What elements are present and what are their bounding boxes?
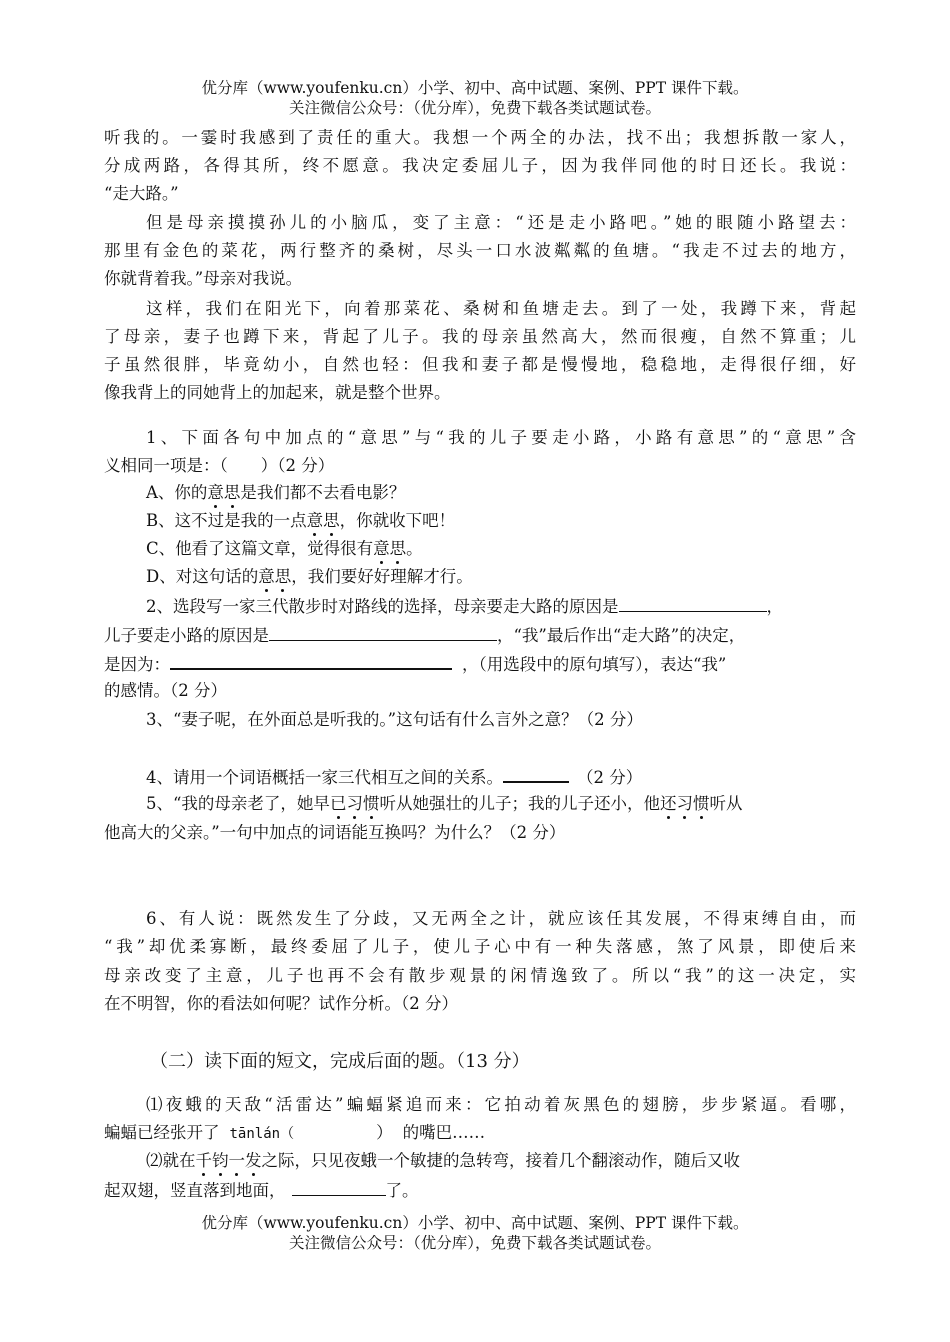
question-text: 是因为：: [104, 655, 170, 674]
question-5-line2: 他高大的父亲。”一句中加点的词语能互换吗？为什么？（2 分）: [104, 823, 566, 842]
question-2-line3: [104, 652, 856, 676]
passage-line: “走大路。”: [104, 184, 179, 203]
dotted-char: 意: [306, 511, 324, 530]
question-1-option-c: [146, 538, 898, 560]
dotted-char: 千: [195, 1151, 212, 1170]
dotted-char: 思: [323, 511, 340, 530]
dotted-char: 意: [373, 539, 390, 558]
page-footer-line1: 优分库（www.youfenku.cn）小学、初中、高中试题、案例、PPT 课件下载。: [201, 1214, 749, 1232]
dotted-char: 发: [245, 1151, 262, 1170]
dotted-char: 习: [676, 794, 693, 813]
passage-line: 你就背着我。”母亲对我说。: [104, 269, 303, 288]
dotted-char: 已: [329, 794, 347, 813]
passage-text: 蝙蝠已经张开了: [104, 1123, 220, 1142]
question-text: 听从她强壮的儿子；我的儿子还小，他: [379, 794, 660, 813]
option-text: A、你的: [146, 483, 208, 502]
dotted-char: 意: [258, 567, 275, 586]
page-header-line1: 优分库（www.youfenku.cn）小学、初中、高中试题、案例、PPT 课件下载。: [201, 79, 749, 97]
question-1-stem-cont: 义相同一项是：（ ）（2 分）: [104, 456, 335, 475]
question-3: 3、“妻子呢，在外面总是听我的。”这句话有什么言外之意？（2 分）: [146, 710, 643, 729]
question-6-line: 在不明智，你的看法如何呢？试作分析。（2 分）: [104, 994, 458, 1013]
answer-blank[interactable]: [503, 765, 569, 783]
dotted-char: 思: [389, 539, 407, 558]
question-text: ，“我”最后作出“走大路”的决定，: [497, 626, 746, 645]
page-footer-line2: 关注微信公众号：（优分库），免费下载各类试题试卷。: [288, 1234, 661, 1252]
question-1-option-b: [146, 510, 898, 532]
dotted-char: 思: [223, 483, 241, 502]
question-4: [146, 765, 856, 789]
question-5-line1: [146, 793, 856, 815]
dotted-char: 惯: [692, 794, 710, 813]
passage-text: 的嘴巴……: [402, 1123, 486, 1142]
question-text: ，: [766, 597, 783, 616]
page-header-line2: 关注微信公众号：（优分库），免费下载各类试题试卷。: [288, 99, 661, 117]
question-1-option-d: [146, 566, 898, 588]
dotted-char: 习: [346, 794, 363, 813]
option-text: 是我们都不去看电影？: [240, 483, 406, 502]
passage-text: 起双翅，竖直落到地面，: [104, 1181, 286, 1200]
passage-line: 听我的。一霎时我感到了责任的重大。我想一个两全的办法，找不出；我想拆散一家人，: [104, 128, 856, 147]
question-2-line4: 的感情。（2 分）: [104, 681, 227, 700]
passage-line: 这样，我们在阳光下，向着那菜花、桑树和鱼塘走去。到了一处，我蹲下来，背起: [146, 299, 856, 318]
dotted-char: 思: [274, 567, 292, 586]
option-text: 。: [406, 539, 423, 558]
question-6-line: 6、有人说：既然发生了分歧，又无两全之计，就应该任其发展，不得束缚自由，而: [146, 909, 856, 928]
passage-line: 了母亲，妻子也蹲下来，背起了儿子。我的母亲虽然高大，然而很瘦，自然不算重；儿: [104, 327, 856, 346]
question-text: 听从: [709, 794, 743, 813]
option-text: ，我们要好好理解才行。: [291, 567, 473, 586]
question-1-stem: 1、下面各句中加点的“意思”与“我的儿子要走小路，小路有意思”的“意思”含: [146, 428, 856, 447]
section-2-sentence-1-cont: [104, 1122, 856, 1145]
dotted-char: 还: [659, 794, 677, 813]
dotted-char: 意: [207, 483, 224, 502]
question-6-line: “我”却优柔寡断，最终委屈了儿子，使儿子心中有一种失落感，煞了风景，即使后来: [104, 937, 856, 956]
passage-text: 了。: [385, 1181, 419, 1200]
question-text: ，（用选段中的原句填写），表达“我”: [462, 655, 727, 674]
passage-line: 那里有金色的菜花，两行整齐的桑树，尽头一口水波粼粼的鱼塘。“我走不过去的地方，: [104, 241, 856, 260]
passage-text: 之际，只见夜蛾一个敏捷的急转弯，接着几个翻滚动作，随后又收: [261, 1151, 740, 1170]
answer-blank[interactable]: [292, 1179, 386, 1196]
question-text: 5、“我的母亲老了，她早: [146, 794, 330, 813]
answer-blank[interactable]: [170, 652, 452, 670]
question-2-line1: [146, 595, 856, 618]
pinyin-prompt: tānlán（: [229, 1126, 295, 1142]
option-text: B、这不过是我的一点: [146, 511, 307, 530]
answer-blank[interactable]: [269, 624, 497, 641]
question-6-line: 母亲改变了主意，儿子也再不会有散步观景的闲情逸致了。所以“我”的这一决定，实: [104, 966, 856, 985]
question-text: （2 分）: [577, 768, 643, 787]
passage-line: 像我背上的同她背上的加起来，就是整个世界。: [104, 383, 451, 402]
dotted-char: 一: [228, 1151, 245, 1170]
question-1-option-a: [146, 482, 898, 504]
question-text: 4、请用一个词语概括一家三代相互之间的关系。: [146, 768, 503, 787]
section-2-sentence-2: [146, 1150, 856, 1172]
dotted-char: 钧: [212, 1151, 229, 1170]
section-2-sentence-1: ⑴夜蛾的天敌“活雷达”蝙蝠紧追而来：它拍动着灰黑色的翅膀，步步紧逼。看哪，: [146, 1095, 856, 1114]
passage-text: ⑵就在: [146, 1151, 196, 1170]
passage-text: ）: [376, 1123, 393, 1142]
passage-line: 分成两路，各得其所，终不愿意。我决定委屈儿子，因为我伴同他的时日还长。我说：: [104, 156, 856, 175]
option-text: C、他看了这篇文章，觉得很有: [146, 539, 374, 558]
option-text: ，你就收下吧！: [339, 511, 456, 530]
passage-line: 子虽然很胖，毕竟幼小，自然也轻：但我和妻子都是慢慢地，稳稳地，走得很仔细，好: [104, 355, 856, 374]
question-text: 2、选段写一家三代散步时对路线的选择，母亲要走大路的原因是: [146, 597, 619, 616]
section-2-title: （二）读下面的短文，完成后面的题。（13 分）: [150, 1051, 530, 1072]
section-2-sentence-2-cont: [104, 1179, 856, 1202]
passage-line: 但是母亲摸摸孙儿的小脑瓜，变了主意：“还是走小路吧。”她的眼随小路望去：: [146, 213, 856, 232]
option-text: D、对这句话的: [146, 567, 259, 586]
question-2-line2: [104, 624, 856, 647]
question-text: 儿子要走小路的原因是: [104, 626, 269, 645]
answer-blank[interactable]: [619, 595, 767, 612]
dotted-char: 惯: [362, 794, 380, 813]
